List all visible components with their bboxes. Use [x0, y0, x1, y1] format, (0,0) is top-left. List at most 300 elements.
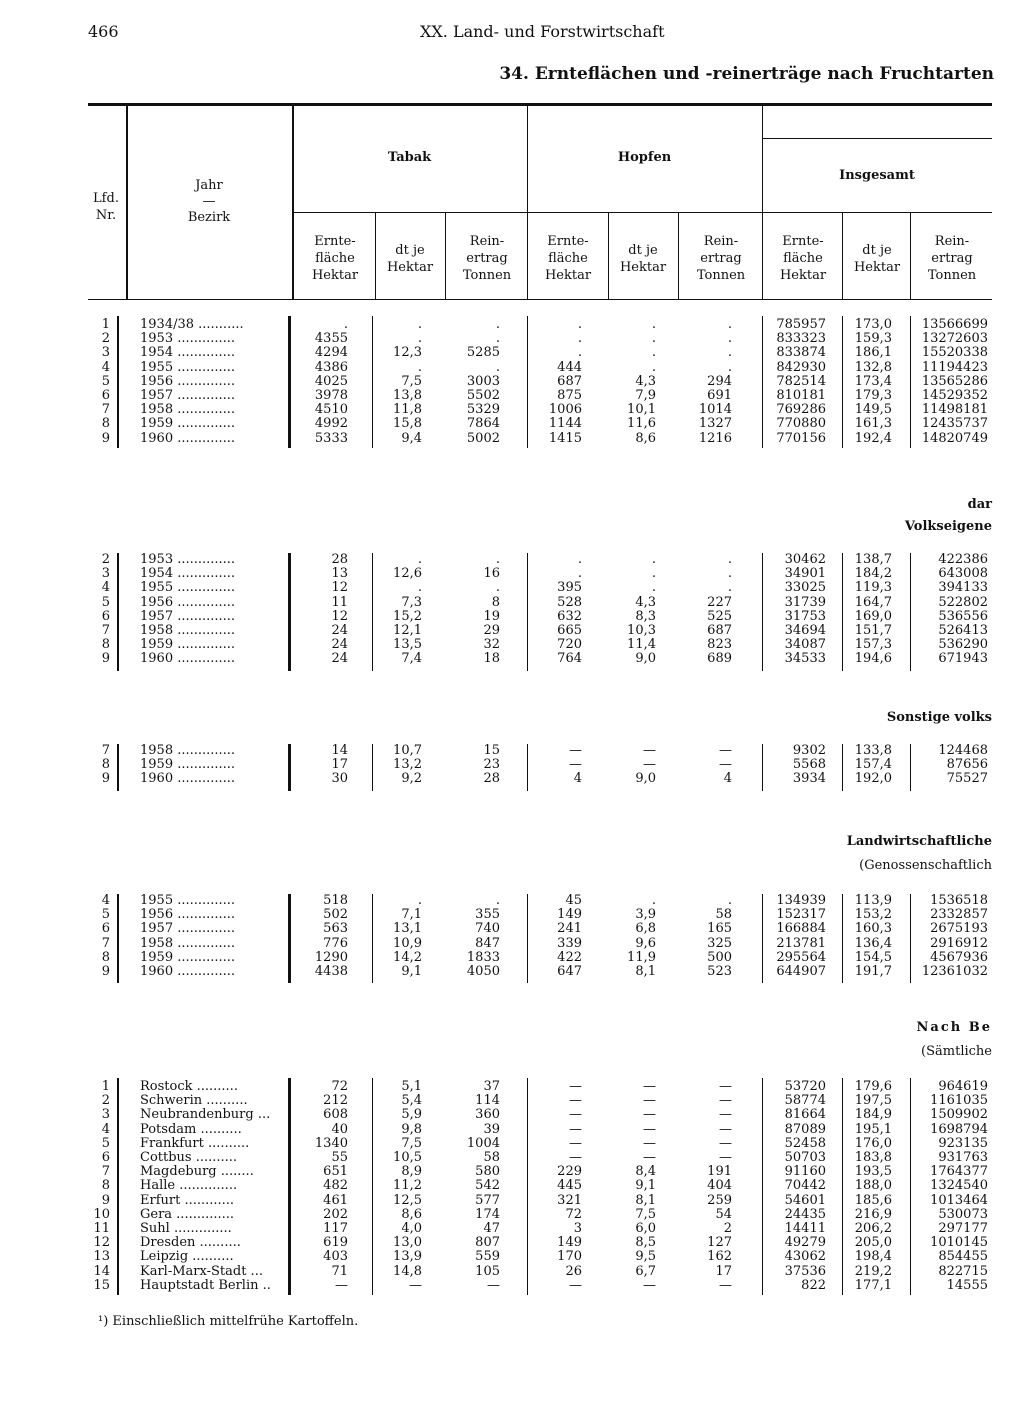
table-cell: 5,9	[401, 1107, 422, 1123]
table-cell: 3003	[466, 373, 500, 389]
table-cell: 34087	[784, 637, 826, 653]
table-cell: 53720	[784, 1079, 826, 1094]
table-cell: 691	[707, 388, 732, 403]
table-cell: 31753	[784, 608, 826, 624]
table-cell: 931763	[938, 1150, 988, 1165]
table-cell: 395	[557, 580, 582, 596]
table-cell: 195,1	[854, 1121, 892, 1137]
table-cell: —	[569, 1093, 582, 1109]
column-rule	[117, 553, 119, 671]
row-label: 1959 ..............	[140, 950, 236, 965]
table-cell: 173,0	[854, 317, 892, 332]
table-cell: 525	[707, 608, 732, 624]
row-number: 9	[101, 964, 110, 979]
table-cell: 770156	[776, 430, 826, 446]
table-cell: 1764377	[930, 1164, 988, 1180]
table-cell: 12	[331, 608, 348, 624]
row-label: 1960 ..............	[140, 965, 236, 979]
table-cell: .	[577, 345, 582, 361]
table-cell: 114	[475, 1093, 500, 1109]
table-cell: .	[727, 893, 732, 908]
table-cell: 823	[707, 637, 732, 653]
table-cell: 117	[323, 1221, 348, 1236]
table-cell: 14820749	[921, 430, 988, 446]
column-rule	[372, 1078, 373, 1295]
table-cell: 206,2	[854, 1221, 892, 1236]
table-cell: .	[727, 566, 732, 582]
table-cell: .	[651, 552, 656, 567]
table-cell: 58	[715, 907, 732, 923]
table-cell: 5502	[466, 388, 500, 403]
table-cell: 404	[707, 1178, 732, 1194]
table-cell: 445	[557, 1178, 582, 1194]
table-cell: .	[577, 552, 582, 567]
table-cell: .	[577, 566, 582, 582]
table-cell: 184,2	[854, 566, 892, 582]
table-cell: 91160	[784, 1164, 826, 1180]
row-label: Cottbus ..........	[140, 1151, 238, 1165]
table-cell: 875	[557, 388, 582, 403]
lfd-nr-header: Lfd. Nr.	[93, 191, 119, 223]
table-cell: 132,8	[854, 359, 892, 375]
table-cell: 11194423	[921, 359, 988, 375]
table-cell: 822	[801, 1277, 826, 1293]
col-dt-insgesamt: dt je Hektar	[853, 243, 901, 275]
table-cell: 30462	[784, 552, 826, 567]
table-cell: 32	[483, 637, 500, 653]
table-cell: .	[727, 552, 732, 567]
row-number: 9	[101, 651, 110, 667]
table-cell: 4	[573, 771, 582, 787]
table-cell: 198,4	[854, 1249, 892, 1265]
table-cell: 184,9	[854, 1107, 892, 1123]
table-cell: 5568	[792, 757, 826, 773]
table-cell: 2916912	[930, 935, 988, 951]
table-cell: 162	[707, 1249, 732, 1265]
table-cell: 29	[483, 623, 500, 638]
section-title-bezirke: Nach Be	[916, 1020, 992, 1035]
row-number: 3	[101, 345, 110, 361]
column-rule	[762, 894, 763, 983]
table-cell: 8	[491, 594, 500, 610]
table-cell: 170	[557, 1249, 582, 1265]
table-cell: 4438	[314, 964, 348, 979]
row-label: 1953 ..............	[140, 553, 236, 567]
table-cell: 1415	[548, 430, 582, 446]
table-cell: 15520338	[921, 345, 988, 361]
row-label: 1955 ..............	[140, 360, 236, 375]
table-cell: 355	[475, 907, 500, 923]
column-rule	[842, 553, 843, 671]
table-cell: .	[727, 331, 732, 347]
table-cell: 15,8	[393, 416, 422, 432]
table-cell: 4567936	[930, 949, 988, 965]
table-cell: 528	[557, 594, 582, 610]
table-cell: 12,6	[393, 566, 422, 582]
row-number: 9	[101, 430, 110, 446]
table-cell: .	[727, 317, 732, 332]
table-cell: 7,5	[401, 373, 422, 389]
table-cell: 70442	[784, 1178, 826, 1194]
table-cell: 12,1	[393, 623, 422, 638]
table-cell: 785957	[776, 317, 826, 332]
table-cell: 822715	[938, 1263, 988, 1279]
table-cell: 31739	[784, 594, 826, 610]
table-cell: 13,8	[393, 388, 422, 403]
table-cell: .	[495, 552, 500, 567]
col-erntefl-tabak: Ernte- fläche Hektar	[311, 234, 359, 283]
table-cell: 502	[323, 907, 348, 923]
table-cell: 807	[475, 1235, 500, 1251]
table-cell: 15	[483, 743, 500, 758]
table-cell: 14411	[784, 1221, 826, 1236]
table-cell: 522802	[938, 594, 988, 610]
table-cell: 30	[331, 771, 348, 787]
row-number: 8	[101, 949, 110, 965]
row-label: 1958 ..............	[140, 624, 236, 638]
row-number: 7	[101, 402, 110, 418]
table-cell: 422	[557, 949, 582, 965]
table-cell: —	[487, 1277, 500, 1293]
row-number: 1	[101, 1079, 110, 1094]
table-cell: 212	[323, 1093, 348, 1109]
table-cell: 764	[557, 651, 582, 667]
section-title-dar: dar	[967, 497, 992, 512]
row-number: 6	[101, 1150, 110, 1165]
table-cell: 227	[707, 594, 732, 610]
table-cell: 1013464	[930, 1192, 988, 1208]
table-cell: 847	[475, 935, 500, 951]
table-cell: 191,7	[854, 964, 892, 979]
table-cell: .	[343, 317, 348, 332]
table-cell: .	[651, 893, 656, 908]
table-cell: —	[569, 1107, 582, 1123]
table-cell: 394133	[938, 580, 988, 596]
table-cell: 105	[475, 1263, 500, 1279]
table-cell: 43062	[784, 1249, 826, 1265]
row-label: 1959 ..............	[140, 638, 236, 653]
table-cell: 9,8	[401, 1121, 422, 1137]
table-cell: 183,8	[854, 1150, 892, 1165]
table-cell: 13565286	[921, 373, 988, 389]
table-cell: 9,0	[635, 771, 656, 787]
table-cell: 4992	[314, 416, 348, 432]
table-cell: 4025	[314, 373, 348, 389]
table-cell: 24	[331, 637, 348, 653]
table-cell: 8,6	[635, 430, 656, 446]
table-cell: .	[417, 580, 422, 596]
table-cell: —	[569, 1277, 582, 1293]
table-cell: 339	[557, 935, 582, 951]
table-cell: 5285	[466, 345, 500, 361]
table-cell: 11	[331, 594, 348, 610]
table-cell: 34901	[784, 566, 826, 582]
table-cell: 580	[475, 1164, 500, 1180]
column-rule	[372, 744, 373, 791]
table-cell: 11,6	[627, 416, 656, 432]
row-number: 2	[101, 552, 110, 567]
column-rule	[527, 316, 528, 448]
table-cell: 1290	[314, 949, 348, 965]
row-number: 11	[93, 1221, 110, 1236]
row-label: 1955 ..............	[140, 581, 236, 596]
table-cell: 134939	[776, 893, 826, 908]
table-cell: .	[495, 317, 500, 332]
table-cell: 119,3	[854, 580, 892, 596]
table-cell: 28	[331, 552, 348, 567]
table-cell: 40	[331, 1121, 348, 1137]
table-cell: —	[719, 757, 732, 773]
table-cell: 577	[475, 1192, 500, 1208]
table-cell: 72	[331, 1079, 348, 1094]
table-cell: 188,0	[854, 1178, 892, 1194]
header-divider	[375, 212, 376, 299]
table-cell: 360	[475, 1107, 500, 1123]
table-cell: —	[719, 1135, 732, 1151]
column-rule	[288, 1078, 291, 1295]
table-cell: 14,2	[393, 949, 422, 965]
table-cell: .	[495, 580, 500, 596]
table-cell: 461	[323, 1192, 348, 1208]
table-cell: 39	[483, 1121, 500, 1137]
table-cell: 4050	[466, 964, 500, 979]
chapter-title: XX. Land- und Forstwirtschaft	[420, 22, 665, 41]
table-cell: 154,5	[854, 949, 892, 965]
table-cell: 169,0	[854, 608, 892, 624]
column-rule	[527, 553, 528, 671]
table-cell: 14	[331, 743, 348, 758]
table-cell: 11498181	[921, 402, 988, 418]
table-cell: —	[719, 1277, 732, 1293]
row-number: 9	[101, 771, 110, 787]
table-cell: .	[651, 359, 656, 375]
row-number: 8	[101, 416, 110, 432]
header-divider	[445, 212, 446, 299]
table-cell: 4,0	[401, 1221, 422, 1236]
row-number: 7	[101, 623, 110, 638]
table-cell: 186,1	[854, 345, 892, 361]
row-label: 1954 ..............	[140, 567, 236, 582]
table-cell: 1010145	[930, 1235, 988, 1251]
table-cell: 113,9	[854, 893, 892, 908]
table-cell: 9302	[792, 743, 826, 758]
table-cell: 10,3	[627, 623, 656, 638]
column-rule	[842, 1078, 843, 1295]
row-number: 6	[101, 608, 110, 624]
table-cell: 37	[483, 1079, 500, 1094]
table-cell: 149,5	[854, 402, 892, 418]
table-cell: 179,6	[854, 1079, 892, 1094]
table-cell: 13,9	[393, 1249, 422, 1265]
table-cell: —	[719, 1093, 732, 1109]
table-cell: 1509902	[930, 1107, 988, 1123]
table-cell: 11,9	[627, 949, 656, 965]
table-cell: .	[417, 331, 422, 347]
table-cell: 687	[707, 623, 732, 638]
header-divider	[762, 105, 763, 299]
table-cell: —	[569, 1150, 582, 1165]
table-cell: 720	[557, 637, 582, 653]
table-cell: 6,8	[635, 921, 656, 937]
table-cell: 149	[557, 1235, 582, 1251]
row-number: 13	[93, 1249, 110, 1265]
column-rule	[372, 316, 373, 448]
row-number: 10	[93, 1206, 110, 1222]
table-cell: 71	[331, 1263, 348, 1279]
row-number: 6	[101, 921, 110, 937]
insgesamt-top-rule	[762, 138, 992, 139]
table-cell: 17	[715, 1263, 732, 1279]
row-label: Potsdam ..........	[140, 1122, 242, 1137]
table-cell: 174	[475, 1206, 500, 1222]
table-cell: 13272603	[921, 331, 988, 347]
row-label: 1955 ..............	[140, 894, 236, 908]
table-cell: 526413	[938, 623, 988, 638]
row-number: 15	[93, 1277, 110, 1293]
table-cell: 12	[331, 580, 348, 596]
table-cell: 7,9	[635, 388, 656, 403]
col-erntefl-hopfen: Ernte- fläche Hektar	[544, 234, 592, 283]
table-cell: 7,5	[635, 1206, 656, 1222]
column-rule	[842, 744, 843, 791]
table-cell: 13	[331, 566, 348, 582]
table-cell: 157,4	[854, 757, 892, 773]
column-rule	[117, 744, 119, 791]
table-cell: 10,9	[393, 935, 422, 951]
table-cell: 1536518	[930, 893, 988, 908]
row-label: Karl-Marx-Stadt ...	[140, 1264, 263, 1279]
table-cell: .	[495, 331, 500, 347]
table-cell: 644907	[776, 964, 826, 979]
row-number: 2	[101, 331, 110, 347]
table-title: 34. Ernteflächen und -reinerträge nach Fruchtarten	[499, 64, 994, 84]
table-cell: 833874	[776, 345, 826, 361]
table-cell: 7,3	[401, 594, 422, 610]
table-cell: 12,5	[393, 1192, 422, 1208]
table-cell: 563	[323, 921, 348, 937]
row-label: Hauptstadt Berlin ..	[140, 1278, 271, 1293]
row-label: 1960 ..............	[140, 431, 236, 446]
table-cell: 1340	[314, 1135, 348, 1151]
section-title-sonstige: Sonstige volks	[886, 710, 992, 725]
table-cell: 34694	[784, 623, 826, 638]
table-cell: 964619	[938, 1079, 988, 1094]
table-cell: —	[643, 1107, 656, 1123]
table-cell: 7,5	[401, 1135, 422, 1151]
table-cell: 18	[483, 651, 500, 667]
table-cell: 4,3	[635, 373, 656, 389]
row-label: 1959 ..............	[140, 758, 236, 773]
table-cell: 325	[707, 935, 732, 951]
column-rule	[527, 1078, 528, 1295]
table-cell: —	[719, 1150, 732, 1165]
table-cell: 229	[557, 1164, 582, 1180]
table-cell: 138,7	[854, 552, 892, 567]
table-cell: 24435	[784, 1206, 826, 1222]
row-number: 4	[101, 1121, 110, 1137]
row-label: Erfurt ............	[140, 1193, 235, 1208]
footnote: ¹) Einschließlich mittelfrühe Kartoffeln.	[98, 1314, 359, 1329]
table-cell: 2	[723, 1221, 732, 1236]
table-cell: 9,0	[635, 651, 656, 667]
row-number: 9	[101, 1192, 110, 1208]
section-subtitle-bezirke: (Sämtliche	[921, 1044, 992, 1059]
table-cell: .	[651, 317, 656, 332]
hopfen-group-header: Hopfen	[617, 150, 672, 165]
table-cell: 1327	[698, 416, 732, 432]
table-cell: 8,1	[635, 1192, 656, 1208]
row-number: 4	[101, 359, 110, 375]
table-cell: 4510	[314, 402, 348, 418]
table-cell: 241	[557, 921, 582, 937]
row-label: 1956 ..............	[140, 374, 236, 389]
header-bottom-rule	[88, 299, 992, 300]
table-cell: 8,6	[401, 1206, 422, 1222]
row-number: 6	[101, 388, 110, 403]
header-divider	[678, 212, 679, 299]
table-cell: —	[643, 757, 656, 773]
table-cell: 165	[707, 921, 732, 937]
table-cell: —	[643, 1079, 656, 1094]
column-rule	[762, 1078, 763, 1295]
table-cell: 216,9	[854, 1206, 892, 1222]
table-cell: 7,1	[401, 907, 422, 923]
table-cell: 9,1	[635, 1178, 656, 1194]
table-cell: 14,8	[393, 1263, 422, 1279]
col-dt-hopfen: dt je Hektar	[619, 243, 667, 275]
table-cell: 1833	[466, 949, 500, 965]
table-cell: 923135	[938, 1135, 988, 1151]
table-cell: .	[577, 331, 582, 347]
row-label: Magdeburg ........	[140, 1165, 254, 1180]
table-cell: 157,3	[854, 637, 892, 653]
column-rule	[762, 744, 763, 791]
table-cell: 13566699	[921, 317, 988, 332]
table-cell: 11,2	[393, 1178, 422, 1194]
table-cell: 13,1	[393, 921, 422, 937]
jahr-bezirk-header: Jahr — Bezirk	[187, 178, 231, 225]
table-cell: 34533	[784, 651, 826, 667]
row-label: 1956 ..............	[140, 908, 236, 923]
table-cell: 536556	[938, 608, 988, 624]
table-cell: 1006	[548, 402, 582, 418]
table-cell: 671943	[938, 651, 988, 667]
table-cell: 127	[707, 1235, 732, 1251]
row-label: 1954 ..............	[140, 346, 236, 361]
row-label: Leipzig ..........	[140, 1250, 234, 1265]
table-cell: .	[727, 359, 732, 375]
column-rule	[527, 744, 528, 791]
column-rule	[372, 894, 373, 983]
table-cell: 136,4	[854, 935, 892, 951]
table-cell: 72	[565, 1206, 582, 1222]
row-label: 1958 ..............	[140, 936, 236, 951]
column-rule	[762, 316, 763, 448]
table-cell: 81664	[784, 1107, 826, 1123]
table-cell: 6,0	[635, 1221, 656, 1236]
table-cell: —	[719, 743, 732, 758]
table-cell: —	[719, 1107, 732, 1123]
column-rule	[372, 553, 373, 671]
table-cell: 833323	[776, 331, 826, 347]
table-cell: .	[495, 359, 500, 375]
table-cell: .	[577, 317, 582, 332]
table-cell: 1161035	[930, 1093, 988, 1109]
table-cell: 810181	[776, 388, 826, 403]
table-cell: 9,5	[635, 1249, 656, 1265]
col-rein-insgesamt: Rein- ertrag Tonnen	[927, 234, 977, 283]
table-cell: 19	[483, 608, 500, 624]
